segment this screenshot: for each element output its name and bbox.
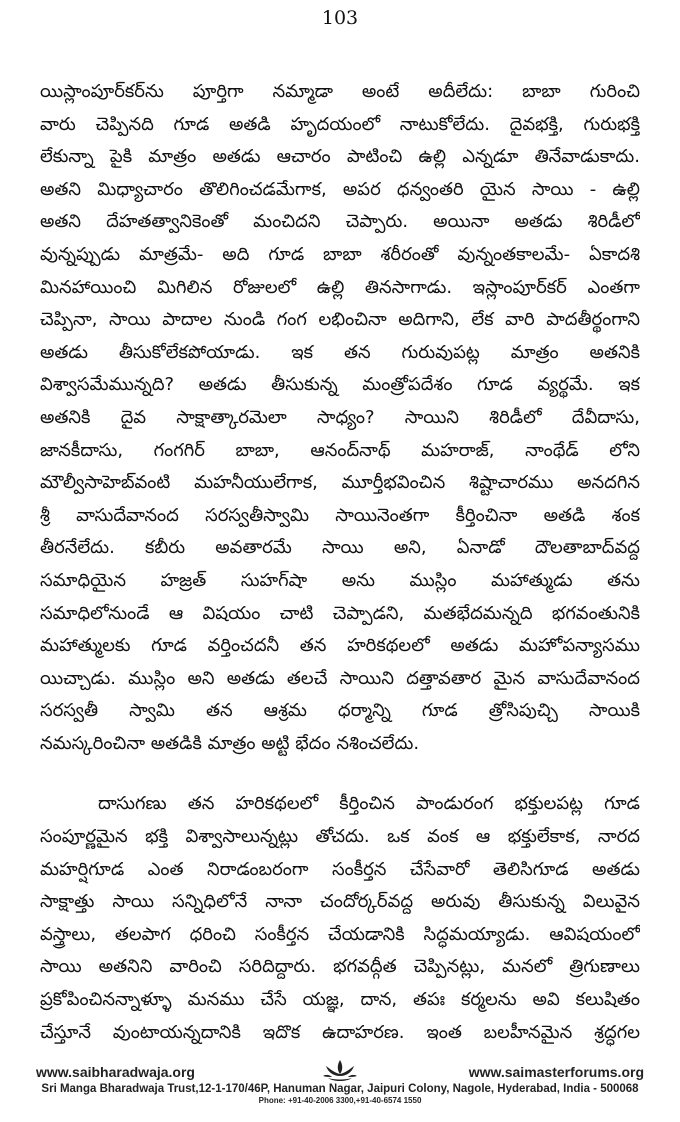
text-line: మౌల్వీసాహెబ్‌వంటి మహనీయులేగాక, మూర్తీభవించిన శిష్టాచారము అనదగిన (40, 472, 640, 494)
text-line: సాయి అతనిని వారించి సరిదిద్దారు. భగవద్గీత చెప్పినట్లు, మనలో త్రిగుణాలు (40, 956, 640, 978)
text-line: అతడు తీసుకోలేకపోయాడు. ఇక తన గురువుపట్ల మాత్రం అతనికి (40, 341, 640, 363)
text-line: దాసుగణు తన హరికథలలో కీర్తించిన పాండురంగ భక్తులపట్ల గూడ (98, 793, 640, 815)
text-line: సాక్షాత్తు సాయి సన్నిధిలోనే నానా చందోర్కర్‌వద్ద అరువు తీసుకున్న విలువైన (40, 891, 640, 913)
text-line: మహాత్ములకు గూడ వర్తించదనీ తన హరికథలలో అతడు మహోపన్యాసము (40, 635, 640, 657)
text-line: లేకున్నా పైకి మాత్రం అతడు ఆచారం పాటించి ఉల్లి ఎన్నడూ తినేవాడుకాదు. (40, 146, 640, 168)
text-line: చెప్పినా, సాయి పాదాల నుండి గంగ లభించినా అదిగాని, లేక వారి పాదతీర్థంగాని (40, 309, 640, 331)
text-line: వారు చెప్పినది గూడ అతడి హృదయంలో నాటుకోలేదు. దైవభక్తి, గురుభక్తి (40, 113, 640, 135)
website-link-left[interactable]: www.saibharadwaja.org (36, 1064, 195, 1080)
text-line: అతని దేహతత్వానికెంతో మంచిదని చెప్పారు. అయినా అతడు శిరిడీలో (40, 211, 640, 233)
text-line: మినహాయించి మిగిలిన రోజులలో ఉల్లి తినసాగాడు. ఇస్లాంపూర్‌కర్ ఎంతగా (40, 276, 640, 298)
website-link-right[interactable]: www.saimasterforums.org (468, 1064, 644, 1080)
text-line: అతని మిధ్యాచారం తొలిగించడమేగాక, అపర ధన్వంతరి యైన సాయి - ఉల్లి (40, 178, 640, 200)
text-line: తీరనేలేదు. కబీరు అవతారమే సాయి అని, ఏనాడో దౌలతాబాద్‌వద్ద (40, 537, 640, 559)
text-line: సంపూర్ణమైన భక్తి విశ్వాసాలున్నట్లు తోచదు. ఒక వంక ఆ భక్తులేకాక, నారద (40, 826, 640, 848)
text-line: మహర్షిగూడ ఎంత నిరాడంబరంగా సంకీర్తన చేసేవారో తెలిసిగూడ అతడు (40, 858, 640, 880)
body-text (40, 76, 640, 1049)
text-line: సమాధిలోనుండే ఆ విషయం చాటి చెప్పాడని, మతభేదమన్నది భగవంతునికి (40, 602, 640, 624)
paragraph-gap (40, 760, 640, 788)
page-number: 103 (321, 7, 359, 29)
text-line: విశ్వాసమేమున్నది? అతడు తీసుకున్న మంత్రోపదేశం గూడ వ్యర్థమే. ఇక (40, 374, 640, 396)
text-line: సమాధియైన హజ్రత్ సుహగ్‌షా అను ముస్లిం మహాత్ముడు తను (40, 569, 640, 591)
text-line: వున్నప్పుడు మాత్రమే- అది గూడ బాబా శరీరంతో వున్నంతకాలమే- ఏకాదశి (40, 243, 640, 265)
paragraph-2 (40, 788, 640, 1049)
lotus-emblem-icon (322, 1058, 358, 1084)
page-footer (36, 1062, 644, 1106)
text-line: ప్రకోపించినన్నాళ్ళూ మనము చేసే యజ్ఞ, దాన, తపః కర్మలను అవి కలుషితం (40, 989, 640, 1011)
text-line: యిస్లాంపూర్‌కర్‌ను పూర్తిగా నమ్మాడా అంటే అదీలేదు: బాబా గురించి (40, 81, 640, 102)
text-line: యిచ్చాడు. ముస్లిం అని అతడు తలచే సాయిని దత్తావతార మైన వాసుదేవానంద (40, 667, 640, 689)
trust-address: Sri Manga Bharadwaja Trust,12-1-170/46P, Hanuman Nagar, Jaipuri Colony, Nagole, Hyderabad, India - 500068 (41, 1083, 639, 1095)
text-line: వస్త్రాలు, తలపాగ ధరించి సంకీర్తన చేయడానికి సిద్ధమయ్యాడు. ఆవిషయంలో (40, 923, 640, 945)
text-line: జానకీదాసు, గంగగిర్ బాబా, ఆనంద్‌నాథ్ మహరాజ్, నాంథేడ్ లోని (40, 439, 640, 461)
text-line: సరస్వతీ స్వామి తన ఆశ్రమ ధర్మాన్ని గూడ త్రోసిపుచ్చి సాయికి (40, 700, 640, 722)
text-line: అతనికి దైవ సాక్షాత్కారమెలా సాధ్యం? సాయిని శిరిడీలో దేవీదాసు, (40, 406, 640, 428)
phone-numbers: Phone: +91-40-2006 3300,+91-40-6574 1550 (258, 1096, 422, 1105)
text-line: చేస్తూనే వుంటాయన్నదానికి ఇదొక ఉదాహరణ. ఇంత బలహీనమైన శ్రద్ధగల (40, 1021, 640, 1043)
text-line: నమస్కరించినా అతడికి మాత్రం అట్టి భేదం నశించలేదు. (40, 732, 420, 754)
text-line: శ్రీ వాసుదేవానంద సరస్వతీస్వామి సాయినెంతగా కీర్తించినా అతడి శంక (40, 504, 640, 526)
footer-links (36, 1062, 644, 1082)
paragraph-1 (40, 76, 640, 760)
